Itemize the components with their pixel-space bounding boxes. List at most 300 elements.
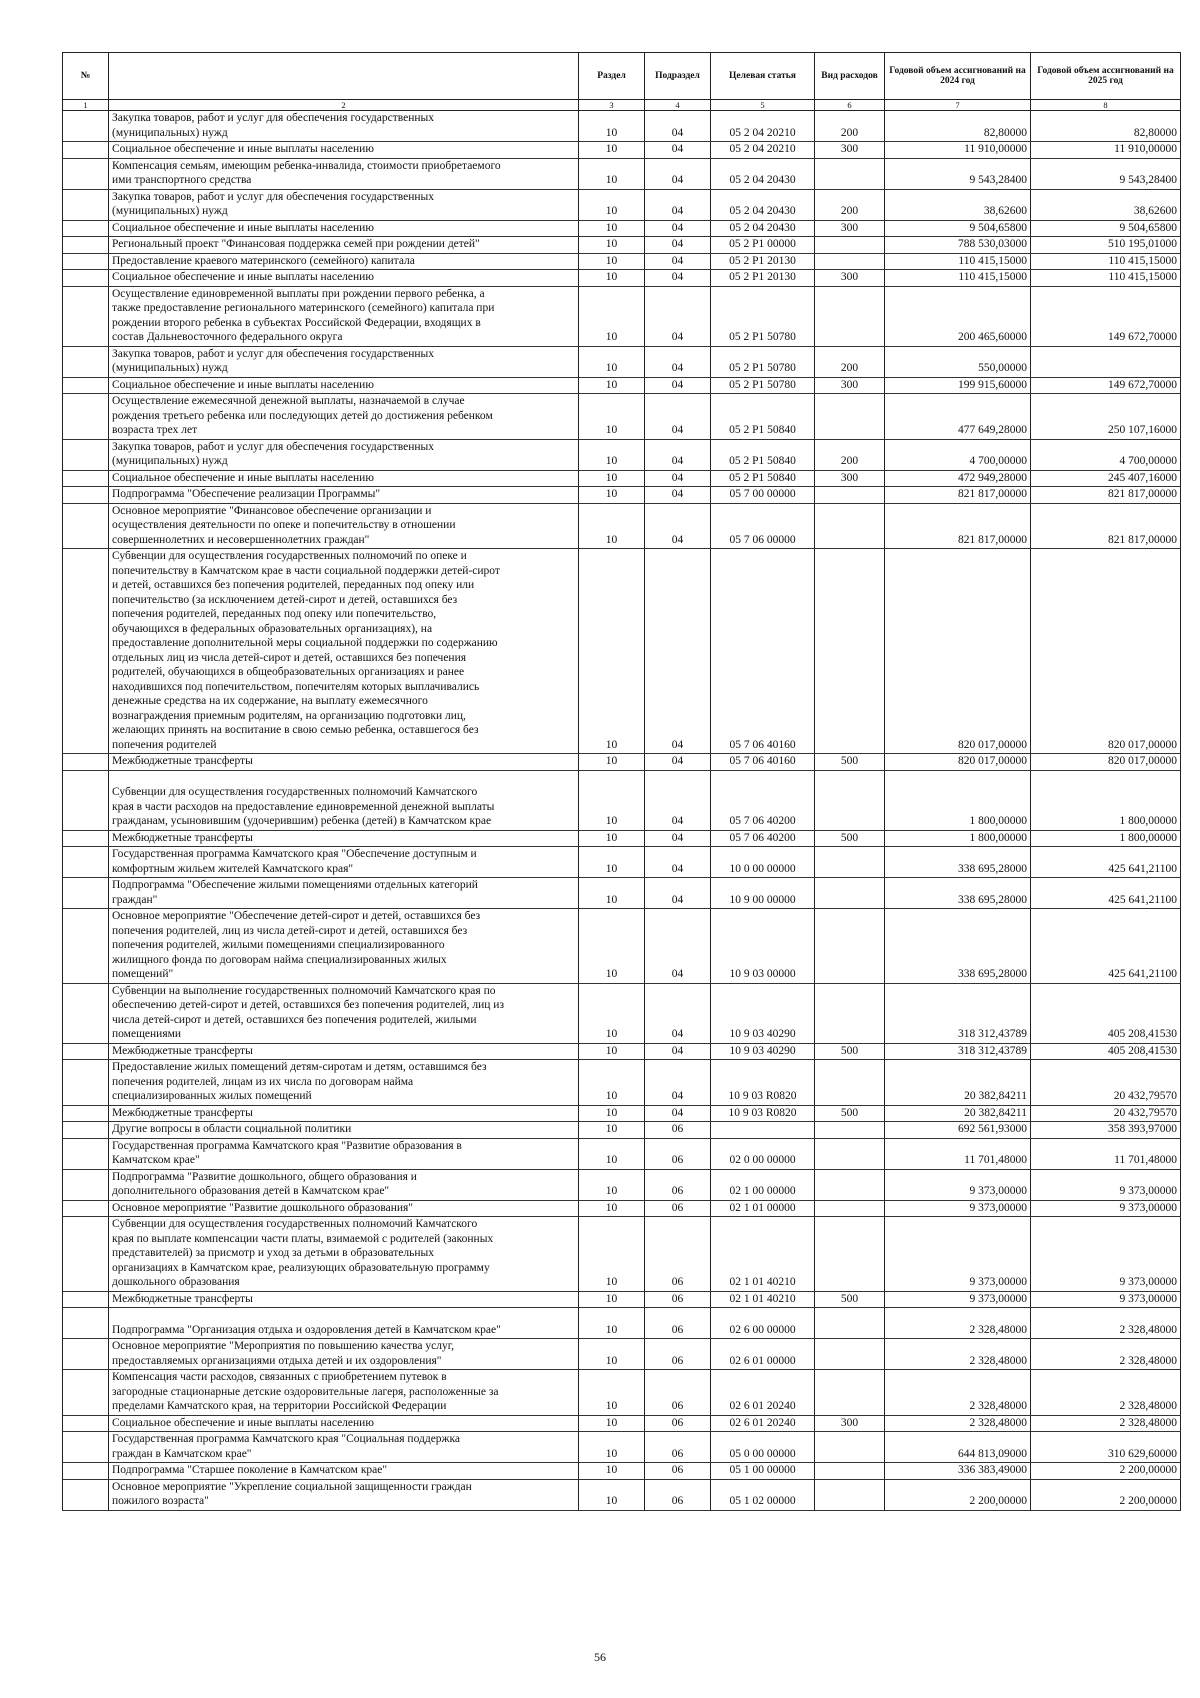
- row-volume-2024-cell: 820 017,00000: [885, 549, 1031, 754]
- row-podrazdel-cell: 06: [645, 1138, 711, 1169]
- row-volume-2025-cell: 9 373,00000: [1031, 1291, 1181, 1308]
- header-volume-2024: Годовой объем ассигнований на 2024 год: [885, 53, 1031, 100]
- row-name-cell: Субвенции для осуществления государственных полномочий Камчатского края в части расходов на предоставление единовременной денежной выплаты гражданам, усыновившим (удочерившим) ребенка (детей) в Камчатском крае: [109, 770, 579, 830]
- table-row: [63, 253, 1181, 270]
- row-name-cell: Межбюджетные трансферты: [109, 830, 579, 847]
- row-name-cell: Социальное обеспечение и иные выплаты населению: [109, 470, 579, 487]
- row-number-cell: [63, 1463, 109, 1480]
- row-razdel-cell: 10: [579, 1043, 645, 1060]
- row-volume-2025-cell: 4 700,00000: [1031, 439, 1181, 470]
- row-expense-type-cell: [815, 878, 885, 909]
- row-number-cell: [63, 253, 109, 270]
- row-razdel-cell: 10: [579, 909, 645, 984]
- row-target-article-cell: 05 7 06 40200: [711, 830, 815, 847]
- row-expense-type-cell: [815, 1463, 885, 1480]
- table-row: [63, 1415, 1181, 1432]
- row-number-cell: [63, 286, 109, 346]
- row-razdel-cell: 10: [579, 470, 645, 487]
- table-row: [63, 503, 1181, 549]
- table-row: [63, 111, 1181, 142]
- table-row: [63, 1308, 1181, 1339]
- row-volume-2025-cell: 821 817,00000: [1031, 503, 1181, 549]
- row-volume-2025-cell: 9 543,28400: [1031, 158, 1181, 189]
- table-row: [63, 1339, 1181, 1370]
- row-name-cell: Осуществление ежемесячной денежной выплаты, назначаемой в случае рождения третьего ребенка или последующих детей до достижения ребенком возраста трех лет: [109, 394, 579, 440]
- table-row: [63, 142, 1181, 159]
- header-volume-2025: Годовой объем ассигнований на 2025 год: [1031, 53, 1181, 100]
- table-row: [63, 1043, 1181, 1060]
- table-row: [63, 1217, 1181, 1292]
- row-volume-2024-cell: 1 800,00000: [885, 770, 1031, 830]
- row-razdel-cell: 10: [579, 1308, 645, 1339]
- table-row: [63, 237, 1181, 254]
- table-row: [63, 270, 1181, 287]
- row-podrazdel-cell: 04: [645, 470, 711, 487]
- row-target-article-cell: 10 9 03 40290: [711, 1043, 815, 1060]
- row-number-cell: [63, 1043, 109, 1060]
- row-volume-2025-cell: 358 393,97000: [1031, 1122, 1181, 1139]
- row-volume-2024-cell: 199 915,60000: [885, 377, 1031, 394]
- row-razdel-cell: 10: [579, 439, 645, 470]
- row-number-cell: [63, 439, 109, 470]
- row-volume-2025-cell: 2 328,48000: [1031, 1339, 1181, 1370]
- column-number: 3: [579, 100, 645, 111]
- row-name-cell: Социальное обеспечение и иные выплаты населению: [109, 377, 579, 394]
- row-volume-2025-cell: 425 641,21100: [1031, 847, 1181, 878]
- row-target-article-cell: 05 0 00 00000: [711, 1432, 815, 1463]
- row-volume-2024-cell: 82,80000: [885, 111, 1031, 142]
- row-expense-type-cell: [815, 1370, 885, 1416]
- table-row: [63, 830, 1181, 847]
- row-target-article-cell: 02 6 01 20240: [711, 1415, 815, 1432]
- row-razdel-cell: 10: [579, 1370, 645, 1416]
- table-row: [63, 487, 1181, 504]
- header-name: [109, 53, 579, 100]
- row-target-article-cell: 02 0 00 00000: [711, 1138, 815, 1169]
- row-number-cell: [63, 237, 109, 254]
- row-podrazdel-cell: 04: [645, 377, 711, 394]
- table-row: [63, 878, 1181, 909]
- row-podrazdel-cell: 04: [645, 549, 711, 754]
- row-razdel-cell: 10: [579, 830, 645, 847]
- row-name-cell: Межбюджетные трансферты: [109, 1105, 579, 1122]
- column-number: 6: [815, 100, 885, 111]
- row-number-cell: [63, 1432, 109, 1463]
- row-razdel-cell: 10: [579, 346, 645, 377]
- row-volume-2024-cell: 472 949,28000: [885, 470, 1031, 487]
- row-razdel-cell: 10: [579, 142, 645, 159]
- row-number-cell: [63, 909, 109, 984]
- row-volume-2024-cell: 338 695,28000: [885, 909, 1031, 984]
- budget-table: [62, 52, 1181, 1511]
- row-expense-type-cell: 500: [815, 830, 885, 847]
- row-razdel-cell: 10: [579, 189, 645, 220]
- row-volume-2024-cell: 477 649,28000: [885, 394, 1031, 440]
- row-expense-type-cell: [815, 487, 885, 504]
- row-expense-type-cell: [815, 1432, 885, 1463]
- row-volume-2025-cell: 1 800,00000: [1031, 830, 1181, 847]
- row-podrazdel-cell: 04: [645, 1060, 711, 1106]
- row-volume-2024-cell: 550,00000: [885, 346, 1031, 377]
- row-podrazdel-cell: 06: [645, 1415, 711, 1432]
- page-number: 56: [594, 1650, 606, 1664]
- row-name-cell: Подпрограмма "Организация отдыха и оздоровления детей в Камчатском крае": [109, 1308, 579, 1339]
- row-expense-type-cell: 500: [815, 1105, 885, 1122]
- row-number-cell: [63, 111, 109, 142]
- column-number: 8: [1031, 100, 1181, 111]
- row-podrazdel-cell: 04: [645, 189, 711, 220]
- row-volume-2025-cell: 405 208,41530: [1031, 1043, 1181, 1060]
- row-podrazdel-cell: 04: [645, 503, 711, 549]
- row-number-cell: [63, 189, 109, 220]
- row-target-article-cell: 05 2 P1 20130: [711, 253, 815, 270]
- row-volume-2024-cell: 11 701,48000: [885, 1138, 1031, 1169]
- row-expense-type-cell: [815, 770, 885, 830]
- column-number: 4: [645, 100, 711, 111]
- row-volume-2025-cell: 821 817,00000: [1031, 487, 1181, 504]
- row-volume-2025-cell: 38,62600: [1031, 189, 1181, 220]
- row-name-cell: Подпрограмма "Обеспечение жилыми помещениями отдельных категорий граждан": [109, 878, 579, 909]
- table-row: [63, 286, 1181, 346]
- row-name-cell: Предоставление жилых помещений детям-сиротам и детям, оставшимся без попечения родителей, лицам из их числа по договорам найма специализированных жилых помещений: [109, 1060, 579, 1106]
- row-target-article-cell: 05 7 06 40160: [711, 549, 815, 754]
- row-name-cell: Закупка товаров, работ и услуг для обеспечения государственных (муниципальных) нужд: [109, 189, 579, 220]
- row-name-cell: Государственная программа Камчатского края "Развитие образования в Камчатском крае": [109, 1138, 579, 1169]
- row-podrazdel-cell: 04: [645, 983, 711, 1043]
- row-razdel-cell: 10: [579, 270, 645, 287]
- row-podrazdel-cell: 04: [645, 142, 711, 159]
- row-number-cell: [63, 878, 109, 909]
- row-podrazdel-cell: 04: [645, 346, 711, 377]
- row-razdel-cell: 10: [579, 253, 645, 270]
- row-volume-2024-cell: 20 382,84211: [885, 1060, 1031, 1106]
- row-razdel-cell: 10: [579, 983, 645, 1043]
- row-expense-type-cell: 500: [815, 1291, 885, 1308]
- row-volume-2025-cell: 245 407,16000: [1031, 470, 1181, 487]
- row-target-article-cell: 05 2 04 20210: [711, 111, 815, 142]
- row-podrazdel-cell: 06: [645, 1339, 711, 1370]
- row-podrazdel-cell: 06: [645, 1291, 711, 1308]
- row-name-cell: Социальное обеспечение и иные выплаты населению: [109, 142, 579, 159]
- row-podrazdel-cell: 04: [645, 770, 711, 830]
- row-volume-2024-cell: 2 328,48000: [885, 1415, 1031, 1432]
- row-expense-type-cell: [815, 983, 885, 1043]
- row-podrazdel-cell: 04: [645, 878, 711, 909]
- row-razdel-cell: 10: [579, 1479, 645, 1510]
- row-volume-2025-cell: 2 328,48000: [1031, 1370, 1181, 1416]
- row-expense-type-cell: [815, 847, 885, 878]
- row-name-cell: Социальное обеспечение и иные выплаты населению: [109, 270, 579, 287]
- header-podrazdel: Подраздел: [645, 53, 711, 100]
- row-razdel-cell: 10: [579, 286, 645, 346]
- row-volume-2025-cell: 11 910,00000: [1031, 142, 1181, 159]
- row-volume-2024-cell: 788 530,03000: [885, 237, 1031, 254]
- row-target-article-cell: 02 1 01 40210: [711, 1291, 815, 1308]
- row-expense-type-cell: [815, 1122, 885, 1139]
- row-name-cell: Государственная программа Камчатского края "Обеспечение доступным и комфортным жильем жителей Камчатского края": [109, 847, 579, 878]
- row-expense-type-cell: 300: [815, 142, 885, 159]
- row-volume-2024-cell: 9 373,00000: [885, 1200, 1031, 1217]
- row-razdel-cell: 10: [579, 503, 645, 549]
- row-podrazdel-cell: 06: [645, 1122, 711, 1139]
- row-razdel-cell: 10: [579, 487, 645, 504]
- table-row: [63, 1060, 1181, 1106]
- row-expense-type-cell: [815, 909, 885, 984]
- table-row: [63, 1138, 1181, 1169]
- row-target-article-cell: 05 2 04 20430: [711, 158, 815, 189]
- row-razdel-cell: 10: [579, 1432, 645, 1463]
- row-name-cell: Основное мероприятие "Обеспечение детей-сирот и детей, оставшихся без попечения родителей, лиц из числа детей-сирот и детей, оставшихся без попечения родителей, жилыми помещениями специализированного жилищного фонда по договорам найма специализированных жилых помещений": [109, 909, 579, 984]
- table-row: [63, 1122, 1181, 1139]
- row-razdel-cell: 10: [579, 1291, 645, 1308]
- row-volume-2025-cell: 405 208,41530: [1031, 983, 1181, 1043]
- row-name-cell: Основное мероприятие "Развитие дошкольного образования": [109, 1200, 579, 1217]
- row-name-cell: Основное мероприятие "Мероприятия по повышению качества услуг, предоставляемых организациями отдыха детей и их оздоровления": [109, 1339, 579, 1370]
- row-number-cell: [63, 1308, 109, 1339]
- row-podrazdel-cell: 04: [645, 830, 711, 847]
- table-row: [63, 1291, 1181, 1308]
- table-row: [63, 1105, 1181, 1122]
- row-number-cell: [63, 830, 109, 847]
- table-row: [63, 1370, 1181, 1416]
- table-row: [63, 549, 1181, 754]
- row-target-article-cell: 05 7 06 40160: [711, 754, 815, 771]
- row-volume-2024-cell: 9 373,00000: [885, 1169, 1031, 1200]
- row-podrazdel-cell: 04: [645, 394, 711, 440]
- row-volume-2025-cell: 310 629,60000: [1031, 1432, 1181, 1463]
- row-target-article-cell: 05 2 04 20430: [711, 189, 815, 220]
- row-volume-2025-cell: 110 415,15000: [1031, 270, 1181, 287]
- row-number-cell: [63, 158, 109, 189]
- table-row: [63, 1479, 1181, 1510]
- row-razdel-cell: 10: [579, 1122, 645, 1139]
- row-name-cell: Основное мероприятие "Финансовое обеспечение организации и осуществления деятельности по опеке и попечительству в отношении совершеннолетних и несовершеннолетних граждан": [109, 503, 579, 549]
- budget-sheet: [62, 52, 1180, 1511]
- row-volume-2025-cell: 2 200,00000: [1031, 1463, 1181, 1480]
- row-volume-2024-cell: 821 817,00000: [885, 487, 1031, 504]
- row-target-article-cell: 05 2 P1 50780: [711, 377, 815, 394]
- row-target-article-cell: 05 7 06 00000: [711, 503, 815, 549]
- row-number-cell: [63, 270, 109, 287]
- row-expense-type-cell: 200: [815, 439, 885, 470]
- row-razdel-cell: 10: [579, 1105, 645, 1122]
- row-name-cell: Предоставление краевого материнского (семейного) капитала: [109, 253, 579, 270]
- row-number-cell: [63, 754, 109, 771]
- table-row: [63, 754, 1181, 771]
- table-row: [63, 470, 1181, 487]
- row-name-cell: Межбюджетные трансферты: [109, 1043, 579, 1060]
- column-number: 7: [885, 100, 1031, 111]
- row-volume-2025-cell: 820 017,00000: [1031, 754, 1181, 771]
- row-volume-2024-cell: 20 382,84211: [885, 1105, 1031, 1122]
- row-razdel-cell: 10: [579, 1463, 645, 1480]
- table-row: [63, 377, 1181, 394]
- row-volume-2025-cell: 20 432,79570: [1031, 1105, 1181, 1122]
- row-target-article-cell: 02 1 01 00000: [711, 1200, 815, 1217]
- row-number-cell: [63, 1370, 109, 1416]
- row-name-cell: Субвенции для осуществления государственных полномочий Камчатского края по выплате компенсации части платы, взимаемой с родителей (законных представителей) за присмотр и уход за детьми в образовательных организациях в Камчатском крае, реализующих образовательную программу дошкольного образования: [109, 1217, 579, 1292]
- row-volume-2025-cell: 11 701,48000: [1031, 1138, 1181, 1169]
- row-podrazdel-cell: 04: [645, 847, 711, 878]
- row-podrazdel-cell: 04: [645, 909, 711, 984]
- table-row: [63, 394, 1181, 440]
- row-name-cell: Региональный проект "Финансовая поддержка семей при рождении детей": [109, 237, 579, 254]
- row-podrazdel-cell: 04: [645, 754, 711, 771]
- row-volume-2024-cell: 9 504,65800: [885, 220, 1031, 237]
- row-podrazdel-cell: 06: [645, 1308, 711, 1339]
- row-volume-2025-cell: 2 328,48000: [1031, 1415, 1181, 1432]
- row-volume-2025-cell: 110 415,15000: [1031, 253, 1181, 270]
- row-expense-type-cell: 300: [815, 270, 885, 287]
- row-target-article-cell: 02 6 01 00000: [711, 1339, 815, 1370]
- row-name-cell: Другие вопросы в области социальной политики: [109, 1122, 579, 1139]
- row-volume-2024-cell: 38,62600: [885, 189, 1031, 220]
- row-target-article-cell: 05 2 P1 50840: [711, 394, 815, 440]
- table-row: [63, 189, 1181, 220]
- row-number-cell: [63, 1415, 109, 1432]
- row-volume-2024-cell: 338 695,28000: [885, 878, 1031, 909]
- row-number-cell: [63, 142, 109, 159]
- row-volume-2025-cell: 9 504,65800: [1031, 220, 1181, 237]
- table-row: [63, 1463, 1181, 1480]
- row-expense-type-cell: [815, 158, 885, 189]
- row-podrazdel-cell: 04: [645, 286, 711, 346]
- row-podrazdel-cell: 06: [645, 1217, 711, 1292]
- row-number-cell: [63, 1060, 109, 1106]
- row-podrazdel-cell: 04: [645, 253, 711, 270]
- row-razdel-cell: 10: [579, 237, 645, 254]
- row-volume-2024-cell: 9 543,28400: [885, 158, 1031, 189]
- row-number-cell: [63, 377, 109, 394]
- row-podrazdel-cell: 04: [645, 158, 711, 189]
- row-expense-type-cell: [815, 1217, 885, 1292]
- row-number-cell: [63, 470, 109, 487]
- row-expense-type-cell: 200: [815, 346, 885, 377]
- row-number-cell: [63, 770, 109, 830]
- row-volume-2024-cell: 2 328,48000: [885, 1370, 1031, 1416]
- row-number-cell: [63, 1217, 109, 1292]
- row-volume-2025-cell: 425 641,21100: [1031, 909, 1181, 984]
- row-number-cell: [63, 394, 109, 440]
- row-name-cell: Осуществление единовременной выплаты при рождении первого ребенка, а также предоставление регионального материнского (семейного) капитала при рождении второго ребенка в субъектах Российской Федерации, входящих в состав Дальневосточного федерального округа: [109, 286, 579, 346]
- table-row: [63, 983, 1181, 1043]
- row-target-article-cell: 05 2 P1 50840: [711, 470, 815, 487]
- row-target-article-cell: 10 0 00 00000: [711, 847, 815, 878]
- row-name-cell: Закупка товаров, работ и услуг для обеспечения государственных (муниципальных) нужд: [109, 346, 579, 377]
- row-name-cell: Межбюджетные трансферты: [109, 754, 579, 771]
- row-volume-2025-cell: 1 800,00000: [1031, 770, 1181, 830]
- row-number-cell: [63, 503, 109, 549]
- row-number-cell: [63, 549, 109, 754]
- row-podrazdel-cell: 06: [645, 1479, 711, 1510]
- row-volume-2024-cell: 9 373,00000: [885, 1291, 1031, 1308]
- row-target-article-cell: 10 9 03 40290: [711, 983, 815, 1043]
- row-podrazdel-cell: 06: [645, 1463, 711, 1480]
- row-expense-type-cell: [815, 1339, 885, 1370]
- row-name-cell: Основное мероприятие "Укрепление социальной защищенности граждан пожилого возраста": [109, 1479, 579, 1510]
- row-volume-2025-cell: 9 373,00000: [1031, 1200, 1181, 1217]
- row-podrazdel-cell: 04: [645, 111, 711, 142]
- header-razdel: Раздел: [579, 53, 645, 100]
- row-volume-2025-cell: 2 328,48000: [1031, 1308, 1181, 1339]
- table-row: [63, 847, 1181, 878]
- row-target-article-cell: 10 9 03 R0820: [711, 1060, 815, 1106]
- row-podrazdel-cell: 04: [645, 439, 711, 470]
- row-razdel-cell: 10: [579, 1169, 645, 1200]
- row-expense-type-cell: 200: [815, 189, 885, 220]
- row-number-cell: [63, 1479, 109, 1510]
- row-name-cell: Компенсация семьям, имеющим ребенка-инвалида, стоимости приобретаемого ими транспортного средства: [109, 158, 579, 189]
- row-number-cell: [63, 1138, 109, 1169]
- table-row: [63, 1169, 1181, 1200]
- row-volume-2025-cell: 149 672,70000: [1031, 286, 1181, 346]
- row-podrazdel-cell: 06: [645, 1432, 711, 1463]
- row-number-cell: [63, 346, 109, 377]
- row-volume-2025-cell: 9 373,00000: [1031, 1169, 1181, 1200]
- row-target-article-cell: 05 2 04 20430: [711, 220, 815, 237]
- row-target-article-cell: 05 7 06 40200: [711, 770, 815, 830]
- row-volume-2024-cell: 318 312,43789: [885, 983, 1031, 1043]
- row-expense-type-cell: [815, 1308, 885, 1339]
- row-podrazdel-cell: 04: [645, 270, 711, 287]
- row-target-article-cell: 10 9 03 00000: [711, 909, 815, 984]
- row-expense-type-cell: 500: [815, 1043, 885, 1060]
- column-number: 2: [109, 100, 579, 111]
- table-header: [63, 53, 1181, 111]
- row-expense-type-cell: [815, 237, 885, 254]
- row-volume-2025-cell: 149 672,70000: [1031, 377, 1181, 394]
- row-name-cell: Государственная программа Камчатского края "Социальная поддержка граждан в Камчатском крае": [109, 1432, 579, 1463]
- row-target-article-cell: 05 2 P1 50780: [711, 346, 815, 377]
- row-podrazdel-cell: 04: [645, 487, 711, 504]
- row-expense-type-cell: 300: [815, 377, 885, 394]
- row-number-cell: [63, 1122, 109, 1139]
- row-target-article-cell: 05 2 P1 50780: [711, 286, 815, 346]
- row-number-cell: [63, 1105, 109, 1122]
- row-podrazdel-cell: 04: [645, 1043, 711, 1060]
- row-razdel-cell: 10: [579, 1415, 645, 1432]
- table-row: [63, 1200, 1181, 1217]
- header-number: №: [63, 53, 109, 100]
- row-volume-2024-cell: 4 700,00000: [885, 439, 1031, 470]
- table-row: [63, 1432, 1181, 1463]
- row-target-article-cell: 05 1 00 00000: [711, 1463, 815, 1480]
- table-row: [63, 158, 1181, 189]
- row-volume-2025-cell: 820 017,00000: [1031, 549, 1181, 754]
- row-volume-2024-cell: 200 465,60000: [885, 286, 1031, 346]
- row-razdel-cell: 10: [579, 158, 645, 189]
- row-podrazdel-cell: 04: [645, 220, 711, 237]
- row-target-article-cell: 02 1 01 40210: [711, 1217, 815, 1292]
- row-number-cell: [63, 487, 109, 504]
- row-number-cell: [63, 983, 109, 1043]
- row-target-article-cell: 02 1 00 00000: [711, 1169, 815, 1200]
- row-expense-type-cell: 300: [815, 220, 885, 237]
- table-row: [63, 439, 1181, 470]
- row-number-cell: [63, 220, 109, 237]
- table-row: [63, 909, 1181, 984]
- row-razdel-cell: 10: [579, 1339, 645, 1370]
- row-volume-2025-cell: 510 195,01000: [1031, 237, 1181, 254]
- row-expense-type-cell: [815, 1138, 885, 1169]
- row-name-cell: Социальное обеспечение и иные выплаты населению: [109, 1415, 579, 1432]
- row-target-article-cell: 02 6 01 20240: [711, 1370, 815, 1416]
- row-razdel-cell: 10: [579, 111, 645, 142]
- row-podrazdel-cell: 04: [645, 237, 711, 254]
- row-expense-type-cell: 500: [815, 754, 885, 771]
- row-razdel-cell: 10: [579, 754, 645, 771]
- row-volume-2024-cell: 9 373,00000: [885, 1217, 1031, 1292]
